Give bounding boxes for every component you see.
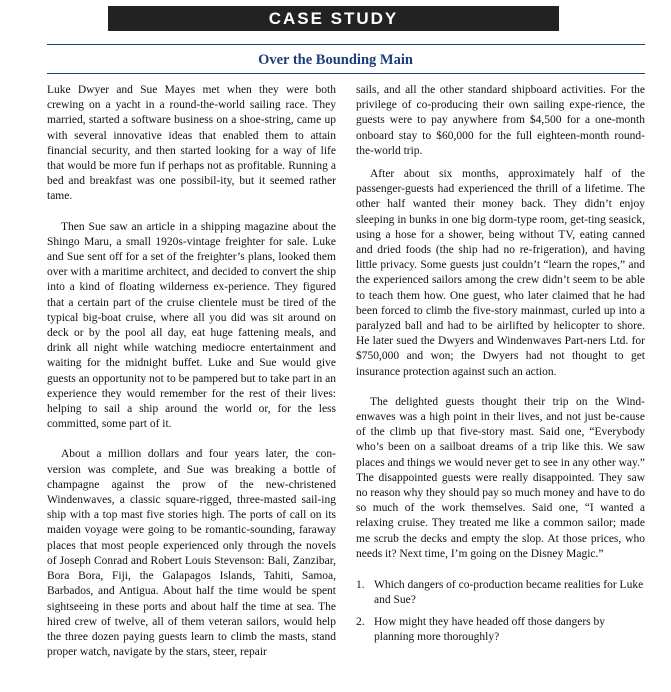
paragraph: The delighted guests thought their trip on the Wind-enwaves was a high point in their lives, and not just be-cause of the climb up that five-story mast. Said one, “Everybody who’s been on a sailboat dreams of a trip like this. We saw places and things we would never get to see in any other way.” The disappointed guests were really disappointed. They saw no reason why they should pay so much money and have to do so much of the work themselves. Said one, “I wanted a relaxing cruise. They treated me like a common sailor; made me scrub the decks and empty the slop. At those prices, who needs it? Next time, I’m going on the Disney Magic.”	[356, 395, 645, 560]
question-text: How might they have headed off those dangers by planning more thoroughly?	[374, 615, 606, 643]
paragraph: About a million dollars and four years later, the con-version was complete, and Sue was breaking a bottle of champagne against the prow of the new-christened Windenwaves, a classic square-rigged, three-masted sail-ing ship with a top mast five stories high. The ports of call on its maiden voyage were going to be romantic-sounding, faraway places that most people experienced only through the novels of Joseph Conrad and Robert Louis Stevenson: Bali, Zanzibar, Bora Bora, Fiji, the Galapagos Islands, Tahiti, Samoa, Barbados, and Antigua. About half the time would be spent sightseeing in these ports and about half the time at sea. The hired crew of twelve, all of them veteran sailors, would help the three dozen paying guests learn to climb the masts, stand proper watch, navigate by the stars, steer, repair	[47, 448, 336, 659]
paragraph: Luke Dwyer and Sue Mayes met when they were both crewing on a yacht in a round-the-world sailing race. They married, started a software business on a shoe-string, came up with several innovative ideas that enabled them to attain financial security, and then started looking for a way of life that would be more fun if perhaps not as profitable. Running a bed and breakfast was one possibil-ity, but it seemed rather tame.	[47, 84, 336, 203]
question-number: 1.	[356, 579, 365, 592]
paragraph: sails, and all the other standard shipboard activities. For the privilege of co-producing their own sailing expe-rience, the guests were to pay anywhere from $4,500 for a one-month onboard stay to $60,000 for the full eighteen-month round-the-world trip.	[356, 84, 645, 157]
paragraph: Then Sue saw an article in a shipping magazine about the Shingo Maru, a small 1920s-vintage freighter for sale. Luke and Sue sent off for a set of the freighter’s plans, looked them over with a maritime architect, and decided to convert the ship into a kind of floating wilderness ex-perience. They figured that a certain part of the cruise clientele must be tired of the typical big-boat cruise, where all you did was sit around on deck or by the pool all day, eat huge fattening meals, and drink all night while watching mediocre entertainment and waiting for the midnight buffet. Luke and Sue would give guests an opportunity not to be pampered but to take part in an experience they would remember for the rest of their lives: helping to sail a ship around the world or, for the less committed, some part of it.	[47, 220, 336, 431]
case-study-banner: CASE STUDY	[108, 6, 559, 31]
question-item	[356, 578, 645, 608]
top-rule	[47, 44, 645, 45]
paragraph: After about six months, approximately half of the passenger-guests had experienced the thrill of a lifetime. The other half wanted their money back. They didn’t enjoy sleeping in bunks in one big dorm-type room, get-ting seasick, using a hose for a shower, being without TV, eating canned and dried foods (the ship had no re-frigeration), and having little privacy. Some guests just couldn’t “learn the ropes,” and the experienced sailors among the crew didn’t seem to be able to teach them how. One guest, who later claimed that he had been forced to climb the five-story mainmast, curled up into a paralyzed ball and had to be airlifted by helicopter to shore. He later sued the Dwyers and Windenwaves Part-ners Ltd. for $750,000 and won; the Dwyers had not thought to get insurance protection against such an action.	[356, 168, 645, 378]
left-column	[47, 83, 336, 660]
title-rule	[47, 73, 645, 74]
question-text: Which dangers of co-production became realities for Luke and Sue?	[374, 579, 644, 607]
question-item	[356, 615, 645, 645]
question-number: 2.	[356, 615, 365, 628]
case-study-title: Over the Bounding Main	[258, 52, 413, 68]
right-column	[356, 83, 645, 645]
